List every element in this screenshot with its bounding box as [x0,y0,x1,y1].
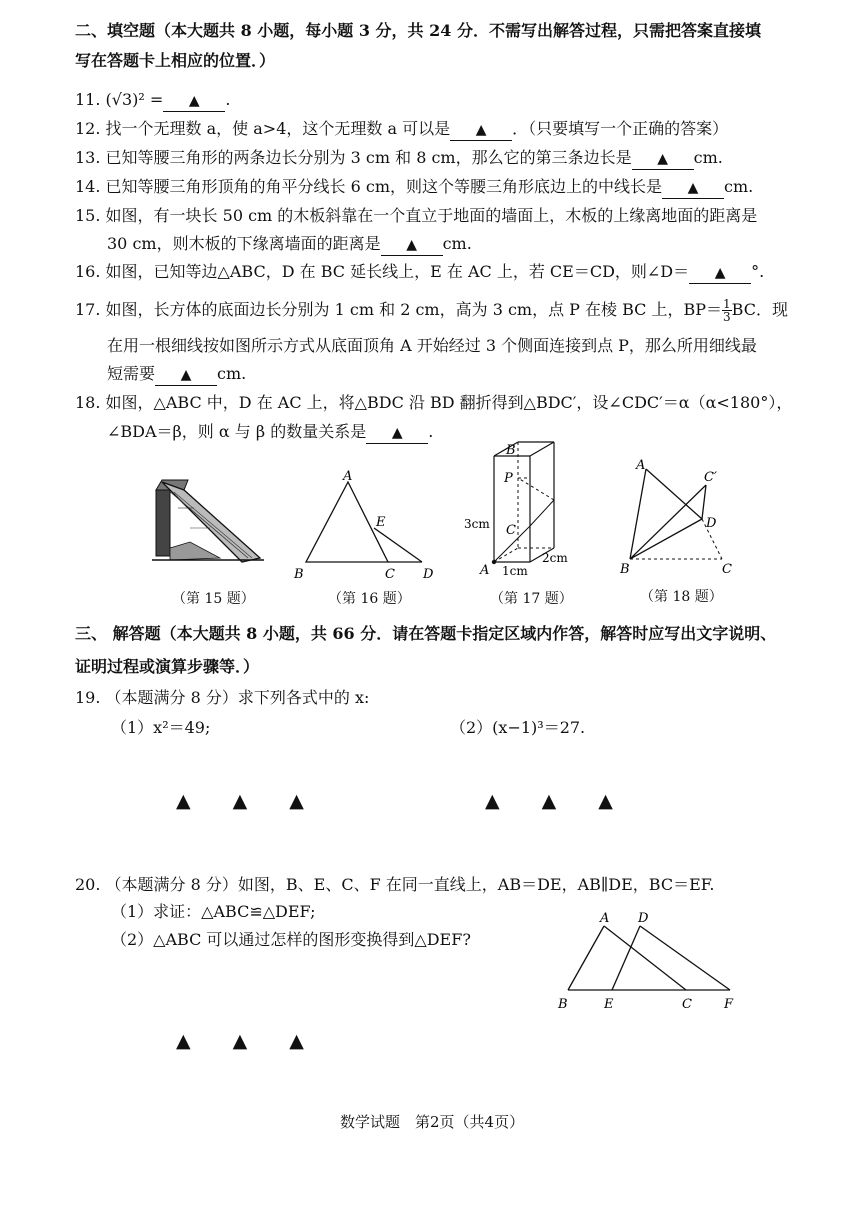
question-text: （本题满分 8 分）求下列各式中的 x: [105,688,370,707]
label-E: E [376,515,386,530]
question-text: （本题满分 8 分）如图，B、E、C、F 在同一直线上，AB＝DE，AB∥DE，BC＝EF. [105,875,715,894]
section3-heading-line2: 证明过程或演算步骤等．） [75,657,260,676]
question-text: 如图，有一块长 50 cm 的木板斜靠在一个直立于地面的墙面上，木板的上缘离地面的距离是 [105,206,758,225]
fraction-denominator: 3 [723,310,731,324]
fraction-one-third [722,298,732,323]
answer-blank: ▲ [366,423,428,444]
question-number: 12. [75,119,101,138]
dimension-depth: 2cm [542,551,568,565]
question-17-line3 [107,364,246,386]
question-number: 17. [75,300,101,319]
answer-blank: ▲ [381,235,443,256]
figure-16-caption: （第 16 题） [328,591,411,607]
question-12 [75,119,728,141]
label-P: P [504,471,513,486]
question-number: 14. [75,177,101,196]
question-end: . [428,422,434,441]
figure-18-caption: （第 18 题） [640,589,723,605]
question-end: ．（只要填写一个正确的答案） [512,119,729,138]
question-18-line2 [107,422,433,444]
question-18 [75,393,792,413]
question-text: 如图，已知等边△ABC，D 在 BC 延长线上，E 在 AC 上，若 CE＝CD，则∠D＝ [105,262,690,281]
question-20-answer-placeholder: ▲ ▲ ▲ [176,1030,322,1052]
label-C: C [506,523,516,538]
page-footer: 数学试题 第2页（共4页） [340,1113,525,1131]
question-17-line2: 在用一根细线按如图所示方式从底面顶角 A 开始经过 3 个侧面连接到点 P，那么所用细线最 [107,336,757,355]
section3-heading-line1: 三、 解答题（本大题共 8 小题，共 66 分．请在答题卡指定区域内作答，解答时应写出文字说明、 [75,624,777,643]
label-A: A [600,911,610,926]
label-B: B [558,997,568,1012]
question-number: 20. [75,875,101,894]
question-13 [75,148,723,170]
figure-20-diagram [552,908,742,1018]
question-16 [75,262,764,284]
figure-18-diagram [610,455,740,585]
question-text: 短需要 [107,364,156,383]
question-number: 11. [75,90,101,109]
question-number: 15. [75,206,101,225]
question-number: 13. [75,148,101,167]
section2-heading-line1: 二、填空题（本大题共 8 小题，每小题 3 分，共 24 分．不需写出解答过程，只需把答案直接填 [75,21,761,40]
question-end: cm. [724,177,754,196]
answer-blank: ▲ [155,365,217,386]
question-end: cm. [217,364,247,383]
figure-16-diagram [292,470,442,590]
label-D: D [706,516,717,531]
label-C-prime: C′ [704,470,717,485]
label-D: D [638,911,649,926]
label-E: E [604,997,614,1012]
figure-17-diagram [458,440,578,580]
question-end: °. [751,262,765,281]
question-14 [75,177,753,199]
label-B: B [620,562,630,577]
question-text: ∠BDA＝β，则 α 与 β 的数量关系是 [107,422,367,441]
figure-15-diagram [150,478,265,568]
question-number: 16. [75,262,101,281]
fraction-numerator: 1 [723,297,731,311]
question-number: 18. [75,393,101,412]
dimension-height: 3cm [464,517,490,531]
question-20-part2: （2）△ABC 可以通过怎样的图形变换得到△DEF? [111,930,471,949]
dimension-width: 1cm [502,564,528,578]
figure-15-caption: （第 15 题） [172,591,255,607]
question-text: 已知等腰三角形顶角的角平分线长 6 cm，则这个等腰三角形底边上的中线长是 [105,177,663,196]
question-end: . [225,90,231,109]
label-A: A [480,563,490,578]
answer-blank: ▲ [450,120,512,141]
question-text: 找一个无理数 a，使 a>4，这个无理数 a 可以是 [105,119,451,138]
answer-blank: ▲ [163,91,225,112]
question-15-line2 [107,234,472,256]
question-19-answer2-placeholder: ▲ ▲ ▲ [485,790,631,812]
question-end: cm. [693,148,723,167]
figure-17-caption: （第 17 题） [490,591,573,607]
question-19-part1: （1）x²＝49; [111,718,211,737]
question-expression: (√3)² = [105,90,164,109]
answer-blank: ▲ [632,149,694,170]
label-B: B [506,443,516,458]
answer-blank: ▲ [662,178,724,199]
question-15 [75,206,757,226]
label-C: C [682,997,692,1012]
question-text: 已知等腰三角形的两条边长分别为 3 cm 和 8 cm，那么它的第三条边长是 [105,148,632,167]
question-number: 19. [75,688,101,707]
label-F: F [724,997,734,1012]
label-A: A [636,458,646,473]
section2-heading-line2: 写在答题卡上相应的位置．） [75,51,276,70]
label-C: C [385,567,395,582]
question-20-part1: （1）求证：△ABC≌△DEF; [111,902,316,921]
answer-blank: ▲ [689,263,751,284]
label-D: D [423,567,434,582]
question-text: 如图，长方体的底面边长分别为 1 cm 和 2 cm，高为 3 cm，点 P 在棱 BC 上，BP＝ [105,300,723,319]
question-17 [75,298,788,323]
question-19 [75,688,369,708]
question-19-answer1-placeholder: ▲ ▲ ▲ [176,790,322,812]
question-end: cm. [442,234,472,253]
label-B: B [294,567,304,582]
question-19-part2: （2）(x−1)³＝27. [450,718,586,737]
question-text-tail: BC．现 [731,300,788,319]
label-C: C [722,562,732,577]
label-A: A [343,469,353,484]
question-text: 30 cm，则木板的下缘离墙面的距离是 [107,234,381,253]
question-20 [75,875,714,895]
question-text: 如图，△ABC 中，D 在 AC 上，将△BDC 沿 BD 翻折得到△BDC′，设∠CDC′＝α（α<180°）， [105,393,793,412]
question-11 [75,90,230,112]
